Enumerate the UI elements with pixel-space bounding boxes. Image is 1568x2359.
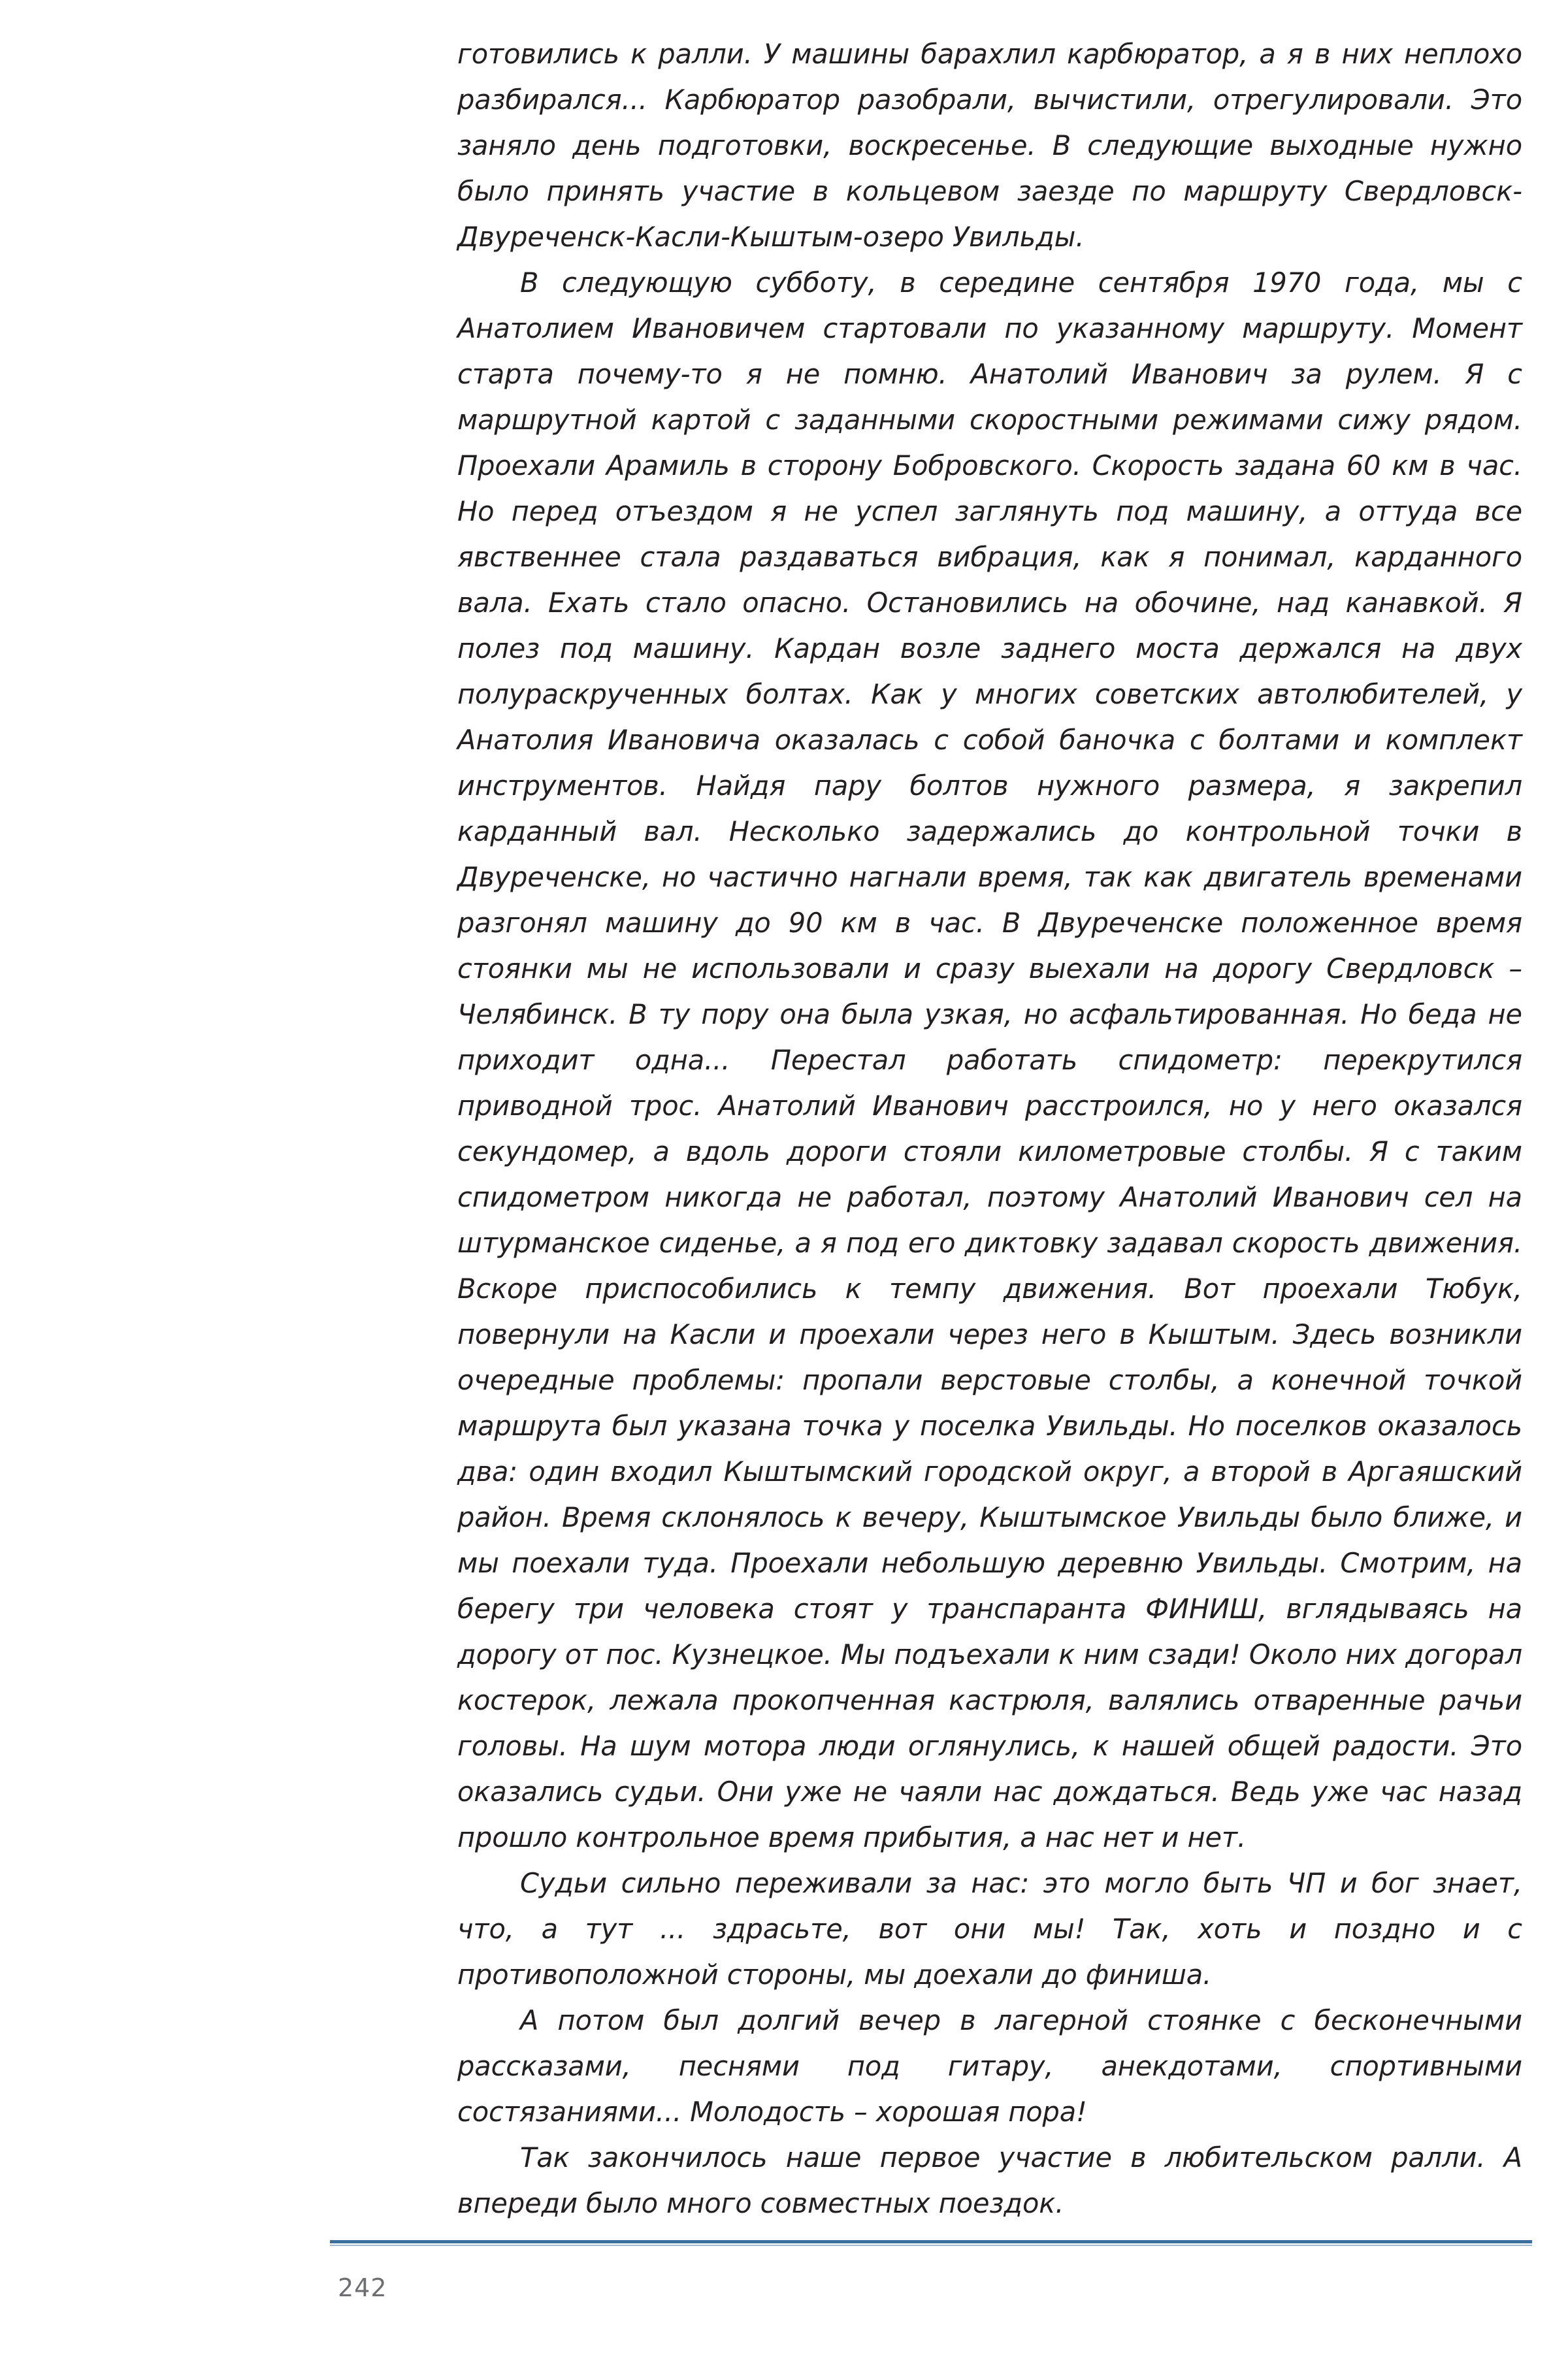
footer-divider <box>330 2240 1532 2243</box>
paragraph: Так закончилось наше первое участие в любительском ралли. А впереди было много совместных поездок. <box>457 2141 1522 2219</box>
footer-divider-secondary <box>330 2245 1532 2246</box>
paragraph: Судьи сильно переживали за нас: это могло быть ЧП и бог знает, что, а тут ... здрасьте, вот они мы! Так, хоть и поздно и с противоположной стороны, мы доехали до финиша. <box>457 1867 1522 1991</box>
paragraph: В следующую субботу, в середине сентября 1970 года, мы с Анатолием Ивановичем стартовали по указанному маршруту. Момент старта почему-то я не помню. Анатолий Иванович за рулем. Я с маршрутной картой с заданными скоростными режимами сижу рядом. Проехали Арамиль в сторону Бобровского. Скорость задана 60 км в час. Но перед отъездом я не успел заглянуть под машину, а оттуда все явственнее стала раздаваться вибрация, как я понимал, карданного вала. Ехать стало опасно. Остановились на обочине, над канавкой. Я полез под машину. Кардан возле заднего моста держался на двух полураскрученных болтах. Как у многих советских автолюбителей, у Анатолия Ивановича оказалась с собой баночка с болтами и комплект инструментов. Найдя пару болтов нужного размера, я закрепил карданный вал. Несколько задержались до контрольной точки в Двуреченске, но частично нагнали время, так как двигатель временами разгонял машину до 90 км в час. В Двуреченске положенное время стоянки мы не использовали и сразу выехали на дорогу Свердловск – Челябинск. В ту пору она была узкая, но асфальтированная. Но беда не приходит одна... Перестал работать спидометр: перекрутился приводной трос. Анатолий Иванович расстроился, но у него оказался секундомер, а вдоль дороги стояли километровые столбы. Я с таким спидометром никогда не работал, поэтому Анатолий Иванович сел на штурманское сиденье, а я под его диктовку задавал скорость движения. Вскоре приспособились к темпу движения. Вот проехали Тюбук, повернули на Касли и проехали через него в Кыштым. Здесь возникли очередные проблемы: пропали верстовые столбы, а конечной точкой маршрута был указана точка у поселка Увильды. Но поселков оказалось два: один входил Кыштымский городской округ, а второй в Аргаяшский район. Время склонялось к вечеру, Кыштымское Увильды было ближе, и мы поехали туда. Проехали небольшую деревню Увильды. Смотрим, на берегу три человека стоят у транспаранта ФИНИШ, вглядываясь на дорогу от пос. Кузнецкое. Мы подъехали к ним сзади! Около них догорал костерок, лежала прокопченная кастрюля, валялись отваренные рачьи головы. На шум мотора люди оглянулись, к нашей общей радости. Это оказались судьи. Они уже не чаяли нас дождаться. Ведь уже час назад прошло контрольное время прибытия, а нас нет и нет. <box>457 267 1522 1853</box>
page-body-text <box>457 31 1522 2226</box>
page-number: 242 <box>338 2273 387 2302</box>
paragraph: готовились к ралли. У машины барахлил карбюратор, а я в них неплохо разбирался... Карбюратор разобрали, вычистили, отрегулировали. Это заняло день подготовки, воскресенье. В следующие выходные нужно было принять участие в кольцевом заезде по маршруту Свердловск-Двуреченск-Касли-Кыштым-озеро Увильды. <box>457 38 1522 253</box>
paragraph: А потом был долгий вечер в лагерной стоянке с бесконечными рассказами, песнями под гитару, анекдотами, спортивными состязаниями... Молодость – хорошая пора! <box>457 2004 1522 2128</box>
